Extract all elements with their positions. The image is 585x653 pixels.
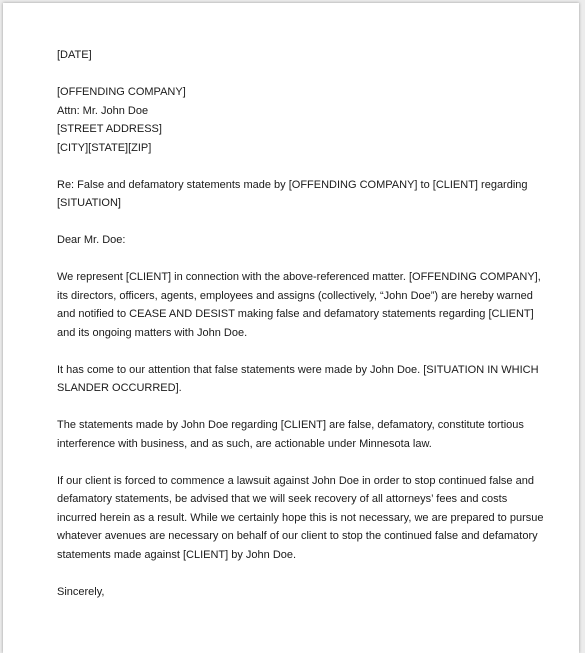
closing: Sincerely,: [57, 585, 105, 598]
paragraph-line: statements made against [CLIENT] by John Doe.: [57, 548, 297, 561]
body-paragraph: [57, 416, 537, 453]
paragraph-line: The statements made by John Doe regarding [CLIENT] are false, defamatory, constitute tortious: [57, 419, 524, 431]
paragraph-line: SLANDER OCCURRED].: [57, 382, 182, 394]
salutation-block: [57, 231, 537, 250]
recipient-city-state-zip: [CITY][STATE][ZIP]: [57, 141, 152, 154]
paragraph-line: It has come to our attention that false statements were made by John Doe. [SITUATION IN WHICH: [57, 363, 539, 376]
recipient-company: [OFFENDING COMPANY]: [57, 86, 186, 98]
document-page: [3, 3, 579, 653]
recipient-street: [STREET ADDRESS]: [57, 123, 162, 135]
paragraph-line: incurred herein as a result. While we certainly hope this is not necessary, we are prepared to pursue: [57, 511, 544, 524]
paragraph-line: If our client is forced to commence a lawsuit against John Doe in order to stop continued false and: [57, 474, 534, 487]
letter-body: [57, 46, 544, 620]
paragraph-line: interference with business, and as such, are actionable under Minnesota law.: [57, 437, 432, 450]
paragraph-line: and its ongoing matters with John Doe.: [57, 326, 248, 339]
paragraph-line: defamatory statements, be advised that we will seek recovery of all attorneys’ fees and costs: [57, 493, 508, 505]
letter-date-block: [57, 46, 537, 65]
recipient-attn: Attn: Mr. John Doe: [57, 104, 149, 117]
subject-line: Re: False and defamatory statements made by [OFFENDING COMPANY] to [CLIENT] regarding: [57, 178, 528, 191]
body-paragraph: [57, 472, 544, 565]
letter-date: [DATE]: [57, 49, 92, 61]
paragraph-line: whatever avenues are necessary on behalf of our client to stop the continued false and defamatory: [57, 530, 538, 542]
paragraph-line: We represent [CLIENT] in connection with the above-referenced matter. [OFFENDING COMPANY],: [57, 271, 541, 283]
body-paragraph: [57, 361, 537, 398]
closing-block: [57, 583, 537, 602]
paragraph-line: and notified to CEASE AND DESIST making false and defamatory statements regarding [CLIENT]: [57, 308, 534, 320]
body-paragraph: [57, 268, 541, 342]
recipient-address-block: [57, 83, 537, 157]
salutation: Dear Mr. Doe:: [57, 234, 126, 246]
subject-line-block: [57, 176, 537, 213]
subject-line: [SITUATION]: [57, 197, 121, 209]
paragraph-line: its directors, officers, agents, employees and assigns (collectively, “John Doe”) are hereby warned: [57, 289, 533, 302]
